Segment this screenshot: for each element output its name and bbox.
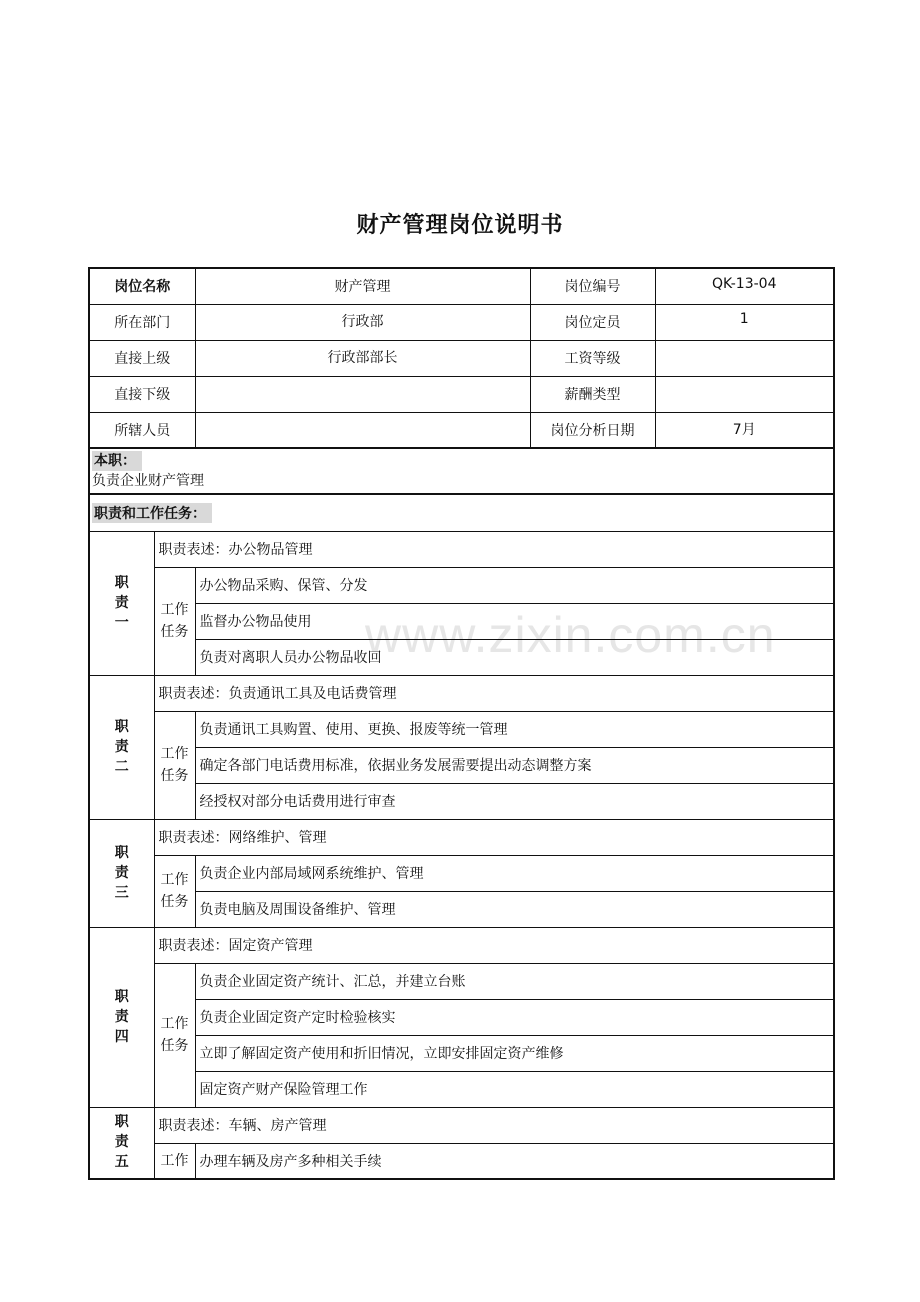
name-value: 财产管理 <box>195 268 530 304</box>
duty-4-task-row <box>89 963 834 999</box>
summary-label: 本职： <box>92 451 142 471</box>
duty-1-task-row <box>89 639 834 675</box>
duty-3-label: 职责三 <box>89 819 154 927</box>
duty-3-task-2: 负责电脑及周围设备维护、管理 <box>195 891 834 927</box>
duty-4-desc: 职责表述：固定资产管理 <box>154 927 834 963</box>
duty-3-task-row <box>89 855 834 891</box>
dept-value: 行政部 <box>195 304 530 340</box>
duty-2-label: 职责二 <box>89 675 154 819</box>
duty-3-desc-row <box>89 819 834 855</box>
duty-2-task-row <box>89 747 834 783</box>
duty-4-desc-row <box>89 927 834 963</box>
info-row-subordinate <box>89 376 834 412</box>
duty-1-task-3: 负责对离职人员办公物品收回 <box>195 639 834 675</box>
duty-5-desc-row <box>89 1107 834 1143</box>
duty-5-task-row <box>89 1143 834 1179</box>
duty-2-task-row <box>89 711 834 747</box>
duty-2-task-2: 确定各部门电话费用标准，依据业务发展需要提出动态调整方案 <box>195 747 834 783</box>
duty-1-desc: 职责表述：办公物品管理 <box>154 531 834 567</box>
grade-label: 工资等级 <box>530 340 655 376</box>
duty-5-task-label: 工作 <box>154 1143 195 1179</box>
duty-4-label: 职责四 <box>89 927 154 1107</box>
info-row-staff <box>89 412 834 448</box>
duty-5-task-1: 办理车辆及房产多种相关手续 <box>195 1143 834 1179</box>
info-row-superior <box>89 340 834 376</box>
duty-4-task-1: 负责企业固定资产统计、汇总，并建立台账 <box>195 963 834 999</box>
superior-label: 直接上级 <box>89 340 195 376</box>
duty-2-desc: 职责表述：负责通讯工具及电话费管理 <box>154 675 834 711</box>
duty-4-task-2: 负责企业固定资产定时检验核实 <box>195 999 834 1035</box>
duty-3-task-row <box>89 891 834 927</box>
duties-header-cell <box>89 494 834 531</box>
duty-1-task-label: 工作任务 <box>154 567 195 675</box>
code-value: QK-13-04 <box>655 268 834 304</box>
duty-1-task-row <box>89 567 834 603</box>
quota-value: 1 <box>655 304 834 340</box>
duty-1-task-2: 监督办公物品使用 <box>195 603 834 639</box>
duty-4-task-row <box>89 1035 834 1071</box>
watermark: www.zixin.com.cn <box>365 607 776 663</box>
info-row-dept <box>89 304 834 340</box>
name-label: 岗位名称 <box>89 268 195 304</box>
date-label: 岗位分析日期 <box>530 412 655 448</box>
duties-header-row <box>89 494 834 531</box>
subordinate-value <box>195 376 530 412</box>
superior-value: 行政部部长 <box>195 340 530 376</box>
duty-4-task-label: 工作任务 <box>154 963 195 1107</box>
pay-value <box>655 376 834 412</box>
duty-2-task-3: 经授权对部分电话费用进行审查 <box>195 783 834 819</box>
duty-4-task-4: 固定资产财产保险管理工作 <box>195 1071 834 1107</box>
duty-4-task-row <box>89 1071 834 1107</box>
page-title: 财产管理岗位说明书 <box>356 213 564 238</box>
subordinate-label: 直接下级 <box>89 376 195 412</box>
pay-label: 薪酬类型 <box>530 376 655 412</box>
duty-2-task-label: 工作任务 <box>154 711 195 819</box>
date-value: 7月 <box>655 412 834 448</box>
duty-1-label: 职责一 <box>89 531 154 675</box>
duty-1-desc-row <box>89 531 834 567</box>
summary-text: 负责企业财产管理 <box>92 473 204 489</box>
job-description-table <box>88 267 835 1180</box>
summary-cell <box>89 448 834 494</box>
quota-label: 岗位定员 <box>530 304 655 340</box>
duty-1-task-row <box>89 603 834 639</box>
duty-4-task-3: 立即了解固定资产使用和折旧情况，立即安排固定资产维修 <box>195 1035 834 1071</box>
dept-label: 所在部门 <box>89 304 195 340</box>
duty-3-task-label: 工作任务 <box>154 855 195 927</box>
summary-row <box>89 448 834 494</box>
duty-2-desc-row <box>89 675 834 711</box>
duty-5-label: 职责五 <box>89 1107 154 1179</box>
duty-4-task-row <box>89 999 834 1035</box>
duty-3-desc: 职责表述：网络维护、管理 <box>154 819 834 855</box>
duty-5-desc: 职责表述：车辆、房产管理 <box>154 1107 834 1143</box>
duty-1-task-1: 办公物品采购、保管、分发 <box>195 567 834 603</box>
grade-value <box>655 340 834 376</box>
staff-value <box>195 412 530 448</box>
info-row-name <box>89 268 834 304</box>
staff-label: 所辖人员 <box>89 412 195 448</box>
duty-3-task-1: 负责企业内部局域网系统维护、管理 <box>195 855 834 891</box>
code-label: 岗位编号 <box>530 268 655 304</box>
duty-2-task-row <box>89 783 834 819</box>
duties-header: 职责和工作任务： <box>92 503 212 523</box>
duty-2-task-1: 负责通讯工具购置、使用、更换、报废等统一管理 <box>195 711 834 747</box>
